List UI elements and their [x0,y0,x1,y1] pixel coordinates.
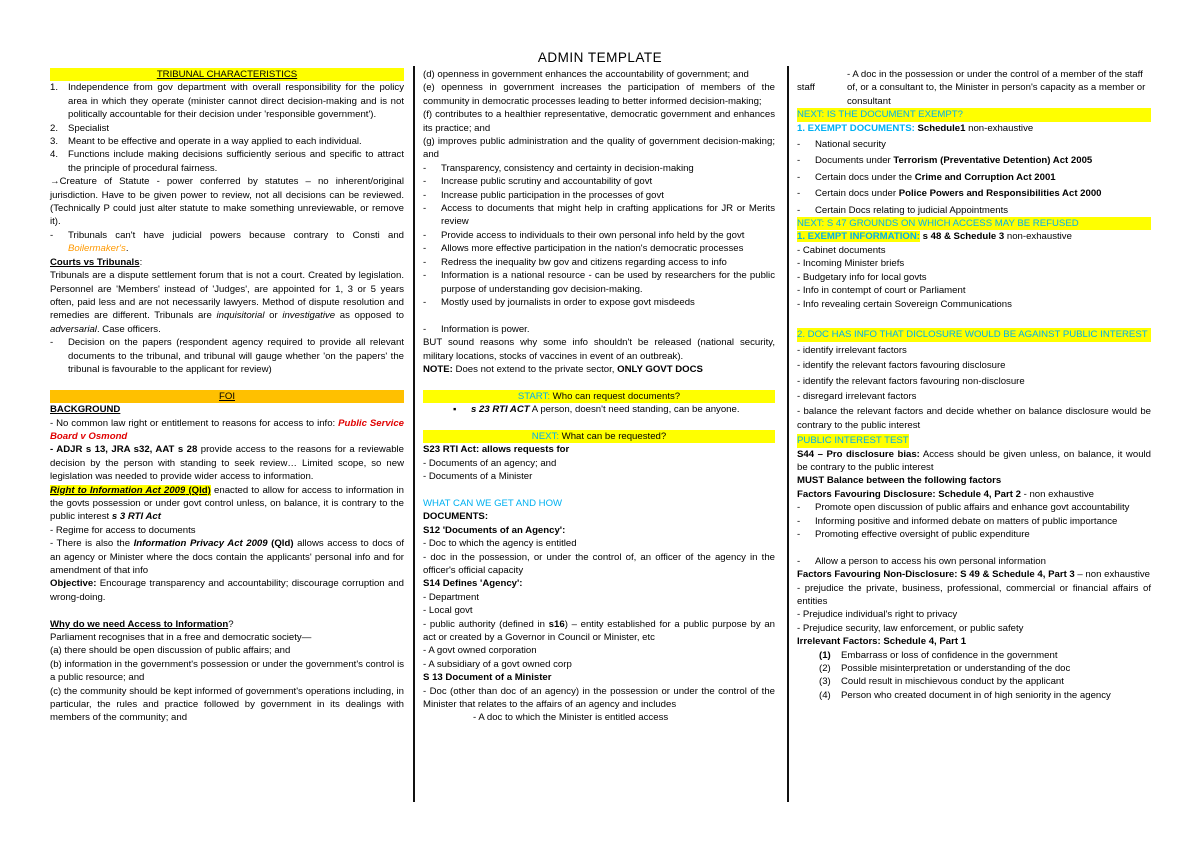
background-paragraph: - ADJR s 13, JRA s32, AAT s 28 provide access to the reasons for a reviewable decision by the person with standing to seek review… Limited scope, so new legislation was needed to provide wider access to information. [50,444,405,483]
act-name: Information Privacy Act 2009 [133,538,268,550]
list-item: - Certain docs under Police Powers and Responsibilities Act 2000 [797,188,1102,200]
why-item: (a) there should be open discussion of public affairs; and [50,645,291,657]
list-item: 2. Specialist [50,122,110,134]
list-item: 4. Functions include making decisions sufficiently serious and specific to attract the principle of procedural fairness. [50,149,404,174]
favouring-non-disclosure-heading: Factors Favouring Non-Disclosure: S 49 & Schedule 4, Part 3 – non exhaustive [797,569,1150,581]
list-item: - Doc (other than doc of an agency) in the possession or under the control of the Minister that relates to the affairs of an agency and includes [423,685,775,711]
foi-heading: FOI [50,390,404,403]
column-2 [423,68,775,725]
list-item: (2) Possible misinterpretation or understanding of the doc [819,663,1071,675]
why-item: (d) openness in government enhances the accountability of government; and [423,69,749,80]
s13-heading: S 13 Document of a Minister [423,672,552,684]
exempt-information-heading: 1. EXEMPT INFORMATION: s 48 & Schedule 3 non-exhaustive [797,231,1072,243]
act-name: Right to Information Act 2009 [50,484,186,496]
list-item: - prejudice the private, business, professional, commercial or financial affairs of entities [797,582,1151,607]
list-item: - Access to documents that might help in crafting applications for JR or Merits review [423,203,775,228]
objective-paragraph: Objective: Encourage transparency and accountability; discourage corruption and wrong-doing. [50,578,404,603]
why-access-heading: Why do we need Access to Information? [50,618,234,630]
parliament-line: Parliament recognises that in a free and democratic society— [50,632,312,644]
why-item: (e) openness in government increases the participation of members of the community in democratic processes leading to better informed decision-making; [423,82,775,107]
list-item: - Prejudice security, law enforcement, or public safety [797,622,1024,634]
list-item: - Allows more effective participation in the nation's democratic processes [423,243,744,255]
exempt-documents-list [797,138,1151,217]
list-item: - Certain Docs relating to judicial Appointments [797,204,1009,216]
background-paragraph: - No common law right or entitlement to reasons for access to info: Public Service Board v Osmond [50,417,404,442]
regime-line: - Regime for access to documents [50,524,196,536]
list-item: - identify irrelevant factors [797,344,907,356]
list-item: - Local govt [423,605,473,617]
list-item: - Incoming Minister briefs [797,258,905,270]
list-item: - A subsidiary of a govt owned corp [423,658,572,670]
list-item: - Prejudice individual's right to privacy [797,609,958,621]
ipa-paragraph: - There is also the Information Privacy Act 2009 (Qld) allows access to docs of an agency or Minister where the docs contain the applicants' personal info and for amendment of that info [50,538,405,577]
column-1 [50,68,404,725]
s23-requests-heading: S23 RTI Act: allows requests for [423,444,570,456]
list-item: - balance the relevant factors and decide whether on balance disclosure would be contrary to the public interest [797,406,1151,431]
next-exempt-heading: NEXT: IS THE DOCUMENT EXEMPT? [797,108,1151,121]
s12-heading: S12 'Documents of an Agency': [423,524,566,536]
list-item: - doc in the possession, or under the control of, an officer of the agency in the officer's official capacity [423,551,775,576]
favouring-disclosure-heading: Factors Favouring Disclosure: Schedule 4, Part 2 - non exhaustive [797,488,1094,500]
courts-vs-tribunals-heading: Courts vs Tribunals: [50,256,143,268]
background-heading: BACKGROUND [50,404,121,416]
exempt-documents-heading: 1. EXEMPT DOCUMENTS: Schedule1 non-exhaustive [797,122,1034,134]
list-item: - Allow a person to access his own personal information [797,555,1046,567]
list-item: - A govt owned corporation [423,645,537,657]
list-item: (1) Embarrass or loss of confidence in the government [819,649,1058,661]
rti-act-paragraph: Right to Information Act 2009 (Qld) enacted to allow for access to information in the govts possession or under govt control unless, on balance, it is contrary to the public interest s 3 RTI Act [50,484,405,523]
list-item: - Documents of an agency; and [423,457,557,469]
square-bullet-icon: ▪ [453,404,457,416]
list-item: - Info in contempt of court or Parliament [797,285,966,297]
list-item: - Certain docs under the Crime and Corruption Act 2001 [797,171,1056,183]
but-paragraph: BUT sound reasons why some info shouldn't be released (national security, military locations, stocks of vaccines in event of an outbreak). [423,337,775,362]
list-item: - Mostly used by journalists in order to expose govt misdeeds [423,296,695,308]
s23-bullet-item: ▪ s 23 RTI ACT A person, doesn't need standing, can be anyone. [453,404,740,416]
list-item: - Cabinet documents [797,244,886,256]
list-item: - Department [423,591,479,603]
why-item: (g) improves public administration and the quality of government decision-making; and [423,136,775,161]
list-item: - Info revealing certain Sovereign Communications [797,298,1012,310]
list-item: 1. Independence from gov department with overall responsibility for the policy area in which they operate (minister cannot direct decision-making and is not politically accountable for their decision under 'responsible government'). [50,82,404,121]
list-item: - Promoting effective oversight of public expenditure [797,528,1030,540]
list-item: - Documents of a Minister [423,471,533,483]
list-item: - Information is power. [423,323,530,335]
list-item: - public authority (defined in s16) – entity established for a public purpose by an act or created by a Governor in Council or Minister, etc [423,618,775,643]
list-item: - Promote open discussion of public affairs and enhance govt accountability [797,502,1130,514]
list-item: (3) Could result in mischievous conduct by the applicant [819,676,1064,688]
column-divider [413,66,415,802]
column-3 [797,68,1151,702]
list-item: - Provide access to individuals to their own personal info held by the govt [423,229,745,241]
courts-vs-tribunals-paragraph: Tribunals are a dispute settlement forum that is not a court. Created by legislation. Personnel are 'Members' instead of 'Judges', are appointed for 1, 3 or 5 years often, paid less and are not necessarily lawyers. Method of dispute resolution and remedies are different. Tribunals are inquisitorial or investigative as opposed to adversarial. Case officers. [50,270,404,335]
documents-heading: DOCUMENTS: [423,511,489,523]
list-item: - A doc to which the Minister is entitled access [473,712,669,724]
what-can-we-get-heading: WHAT CAN WE GET AND HOW [423,497,563,509]
start-heading: START: Who can request documents? [423,390,775,403]
page-title: ADMIN TEMPLATE [537,50,663,65]
case-name: Boilermaker's [68,243,126,255]
creature-of-statute-paragraph: →Creature of Statute - power conferred by statutes – no inherent/original jurisdiction. Have to be given power to review, not all decisions can be reviewed. (Technically P could just alter statute to make something unreviewable, or remove it). [50,176,404,228]
why-item: (c) the community should be kept informed of government's operations including, in particular, the rules and practice followed by government in its dealings with members of the community; and [50,685,404,724]
public-interest-heading: 2. DOC HAS INFO THAT DICLOSURE WOULD BE AGAINST PUBLIC INTEREST [797,328,1151,341]
minister-staff-item: staff - A doc in the possession or under the control of a member of the staff of, or a consultant to, the Minister in person's capacity as a member or consultant [797,69,1146,107]
tribunal-characteristics-heading: TRIBUNAL CHARACTERISTICS [50,68,404,81]
next-heading: NEXT: What can be requested? [423,430,775,443]
list-item: - Budgetary info for local govts [797,271,927,283]
irrelevant-factors-heading: Irrelevant Factors: Schedule 4, Part 1 [797,636,967,648]
favouring-disclosure-list [797,501,1151,568]
reasons-list [423,162,775,309]
arrow-icon: → [50,176,60,188]
list-item: - Increase public participation in the processes of govt [423,189,664,201]
boilermakers-item: - Tribunals can't have judicial powers because contrary to Consti and Boilermaker's. [50,229,404,255]
public-interest-test-heading: PUBLIC INTEREST TEST [797,435,909,447]
irrelevant-factors-list [797,649,1151,703]
list-item: - Documents under Terrorism (Preventative Detention) Act 2005 [797,155,1093,167]
why-item: (b) information in the government's possession or under the government's control is a public resource; and [50,658,405,684]
must-balance-line: MUST Balance between the following factors [797,475,1002,487]
list-item: - Redress the inequality bw gov and citizens regarding access to info [423,256,727,268]
note-line: NOTE: Does not extend to the private sector, ONLY GOVT DOCS [423,363,703,375]
list-item: (4) Person who created document in of high seniority in the agency [819,689,1111,701]
column-divider [787,66,789,802]
next-grounds-heading: NEXT: S 47 GROUNDS ON WHICH ACCESS MAY BE REFUSED [797,217,1151,230]
case-name: Public Service Board v Osmond [50,417,404,442]
list-item: - Transparency, consistency and certainty in decision-making [423,162,694,174]
s14-heading: S14 Defines 'Agency': [423,578,523,590]
list-item: - Increase public scrutiny and accountability of govt [423,176,653,188]
list-item: - National security [797,139,886,151]
list-item: - Doc to which the agency is entitled [423,538,577,550]
list-item: - identify the relevant factors favouring disclosure [797,360,1006,372]
list-item: 3. Meant to be effective and operate in a way applied to each individual. [50,136,362,148]
list-item: - Informing positive and informed debate on matters of public importance [797,515,1118,527]
decision-on-papers-item: - Decision on the papers (respondent agency required to provide all relevant documents to the tribunal, and tribunal will gauge whether 'on the papers' the tribunal is favourable to the applicant for review) [50,337,404,375]
list-item: - identify the relevant factors favouring non-disclosure [797,375,1025,387]
tribunal-characteristics-list [50,81,404,175]
s44-paragraph: S44 – Pro disclosure bias: Access should be given unless, on balance, it would be contrary to the public interest [797,448,1151,473]
list-item: - Information is a national resource - can be used by researchers for the public purpose of understanding gov decision-making. [423,270,775,295]
list-item: - disregard irrelevant factors [797,390,917,402]
why-item: (f) contributes to a healthier representative, democratic government and enhances its practice; and [423,109,775,134]
